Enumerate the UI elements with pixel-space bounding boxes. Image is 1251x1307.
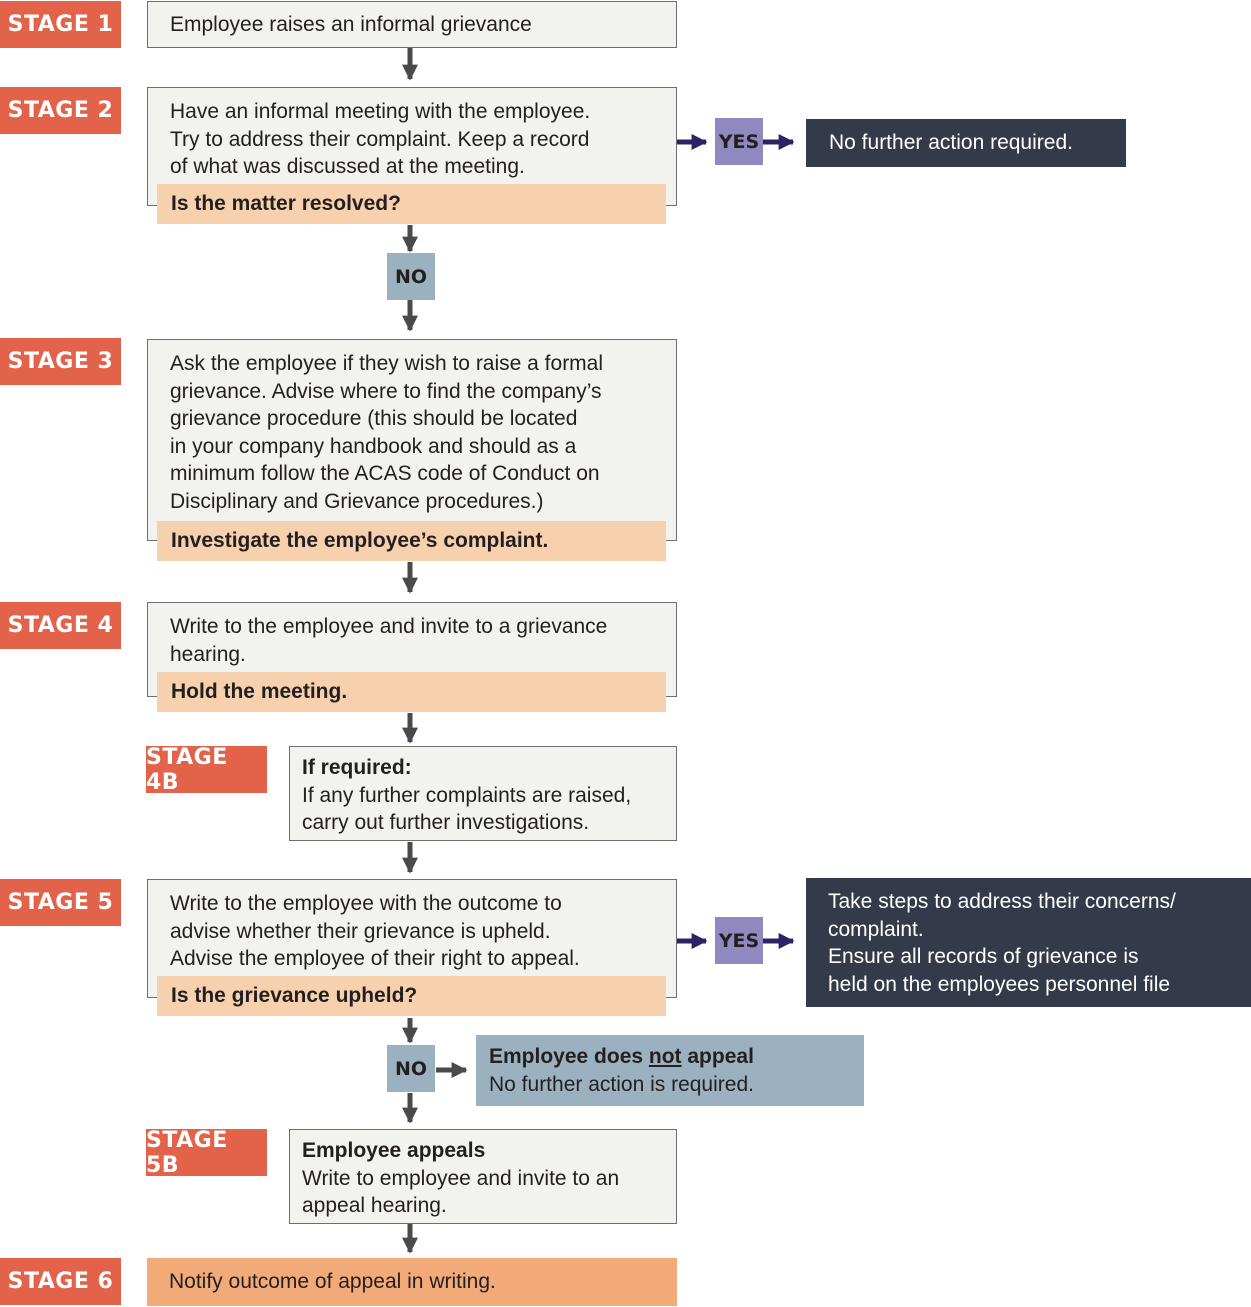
stage-5-no-tag: NO (387, 1045, 435, 1092)
stage-4-line: hearing. (170, 642, 246, 666)
stage-2-line: Have an informal meeting with the employee. (170, 100, 591, 123)
stage-2-yes-result: No further action required. (806, 119, 1126, 167)
stage-3-line: in your company handbook and should as a (170, 434, 577, 458)
stage-5-yes-line: Take steps to address their concerns/ (828, 890, 1176, 913)
stage-2-text (170, 98, 666, 181)
stage-4-action: Hold the meeting. (157, 672, 666, 712)
stage-4b-label: STAGE 4B (146, 746, 267, 793)
stage-5-yes-line: held on the employees personnel file (828, 972, 1171, 996)
stage-4-label: STAGE 4 (0, 602, 121, 649)
stage-5-yes-line: Ensure all records of grievance is (828, 945, 1139, 968)
stage-3-line: Disciplinary and Grievance procedures.) (170, 489, 544, 513)
stage-4b-text (302, 754, 676, 837)
stage-5-yes-result (806, 878, 1251, 1007)
stage-2-line: Try to address their complaint. Keep a record (170, 127, 590, 151)
stage-2-line: of what was discussed at the meeting. (170, 155, 525, 178)
no-appeal-pre: Employee does (489, 1045, 649, 1068)
stage-3-line: Ask the employee if they wish to raise a formal (170, 352, 604, 375)
stage-5-label: STAGE 5 (0, 879, 121, 926)
stage-5b-line: appeal hearing. (302, 1194, 447, 1217)
stage-3-action: Investigate the employee’s complaint. (157, 521, 666, 561)
stage-4b-heading: If required: (302, 756, 412, 779)
stage-5-text (170, 890, 666, 973)
stage-5-question: Is the grievance upheld? (157, 976, 666, 1016)
stage-5b-heading: Employee appeals (302, 1139, 486, 1162)
no-appeal-heading (489, 1043, 864, 1071)
stage-2-no-tag: NO (387, 253, 435, 300)
no-appeal-post: appeal (681, 1045, 754, 1068)
stage-5-yes-line: complaint. (828, 917, 924, 941)
stage-5b-box (289, 1129, 677, 1224)
stage-5b-line: Write to employee and invite to an (302, 1166, 620, 1190)
stage-4-line: Write to the employee and invite to a grievance (170, 615, 608, 638)
stage-5-line: Write to the employee with the outcome to (170, 892, 562, 915)
stage-3-text (170, 350, 666, 515)
stage-5b-text (302, 1137, 676, 1220)
stage-3-label: STAGE 3 (0, 338, 121, 385)
stage-4b-line: carry out further investigations. (302, 811, 590, 834)
stage-4-text (170, 613, 666, 668)
stage-2-yes-tag: YES (715, 118, 763, 165)
stage-3-box (147, 339, 677, 541)
no-appeal-detail: No further action is required. (489, 1072, 754, 1096)
stage-3-line: grievance. Advise where to find the company’s (170, 379, 602, 403)
stage-2-label: STAGE 2 (0, 87, 121, 134)
no-appeal-box (476, 1035, 864, 1106)
stage-5-line: advise whether their grievance is upheld. (170, 919, 551, 943)
stage-4b-line: If any further complaints are raised, (302, 783, 632, 807)
stage-6-box: Notify outcome of appeal in writing. (147, 1258, 677, 1306)
stage-2-question: Is the matter resolved? (157, 184, 666, 224)
stage-3-line: minimum follow the ACAS code of Conduct on (170, 462, 600, 485)
stage-5-line: Advise the employee of their right to appeal. (170, 947, 580, 970)
stage-5b-label: STAGE 5B (146, 1129, 267, 1176)
no-appeal-not: not (648, 1045, 682, 1068)
stage-1-text: Employee raises an informal grievance (170, 13, 532, 36)
stage-1-box (147, 1, 677, 48)
stage-3-line: grievance procedure (this should be located (170, 407, 578, 430)
stage-5-yes-tag: YES (715, 917, 763, 964)
stage-4b-box (289, 746, 677, 841)
stage-1-label: STAGE 1 (0, 1, 121, 48)
stage-6-label: STAGE 6 (0, 1258, 121, 1305)
